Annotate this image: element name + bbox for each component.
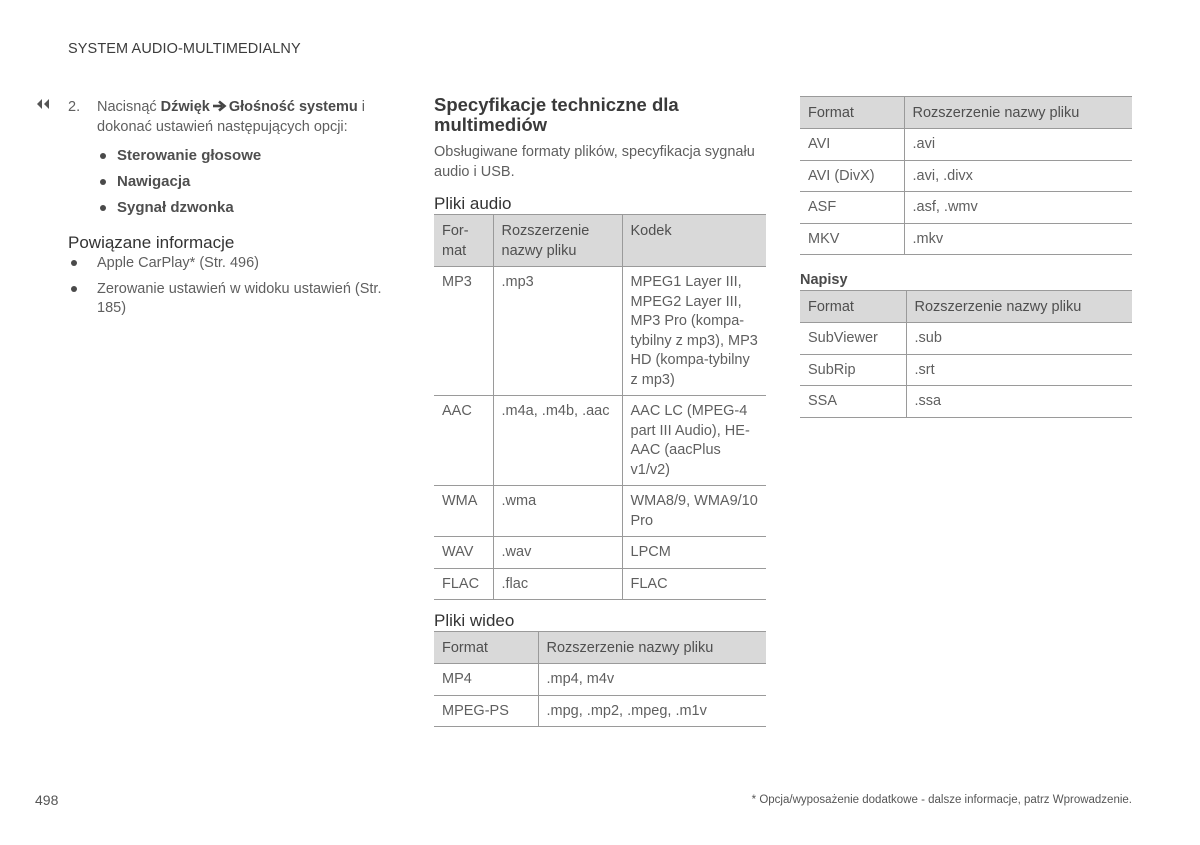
arrow-right-icon: [212, 100, 227, 112]
table-header-row: [800, 97, 1132, 129]
related-link[interactable]: [68, 280, 394, 318]
cell-extension: .ssa: [906, 386, 1132, 418]
header-extension: Rozszerzenie nazwy pliku: [493, 215, 622, 267]
option-label: Nawigacja: [117, 173, 191, 190]
cell-extension: .sub: [906, 323, 1132, 355]
step-number: 2.: [68, 99, 81, 115]
related-link-text[interactable]: Apple CarPlay* (Str. 496): [97, 255, 259, 271]
step-text-after: i dokonać ustawień następujących opcji:: [97, 99, 366, 135]
video-table: [434, 631, 766, 727]
menu-path-system-volume: Głośność systemu: [228, 99, 358, 115]
header-codec: Kodek: [622, 215, 766, 267]
table-row: [800, 129, 1132, 161]
cell-format: SubRip: [808, 361, 856, 378]
cell-format: MP4: [442, 671, 472, 687]
bullet-icon: [71, 260, 77, 266]
cell-codec: WMA8/9, WMA9/10 Pro: [622, 486, 766, 537]
cell-codec: LPCM: [622, 537, 766, 569]
section-intro: Obsługiwane formaty plików, specyfikacja sygnału audio i USB.: [434, 144, 755, 180]
option-item: [97, 172, 394, 198]
cell-codec: FLAC: [622, 568, 766, 600]
table-row: [800, 323, 1132, 355]
cell-format: WMA: [442, 493, 478, 509]
option-label: Sterowanie głosowe: [117, 147, 262, 164]
header-format: Format: [800, 291, 906, 323]
cell-format: SubViewer: [808, 330, 878, 346]
bullet-icon: [100, 179, 106, 185]
cell-extension: .mkv: [904, 223, 1132, 255]
table-row: [800, 192, 1132, 224]
cell-codec: MPEG1 Layer III, MPEG2 Layer III, MP3 Pro (kompa-tybilny z mp3), MP3 HD (kompa-tybilny z mp3): [622, 267, 766, 396]
cell-format: MP3: [442, 274, 472, 290]
audio-table: [434, 214, 766, 600]
cell-format: MKV: [808, 230, 840, 247]
subtitles-table: [800, 290, 1132, 418]
cell-format: WAV: [442, 544, 474, 560]
table-row: [434, 695, 766, 727]
middle-column: [434, 95, 766, 727]
header-extension: Rozszerzenie nazwy pliku: [904, 97, 1132, 129]
cell-format: AVI: [808, 136, 831, 152]
cell-format: MPEG-PS: [442, 702, 509, 719]
table-row: [800, 223, 1132, 255]
option-item: [97, 146, 394, 172]
cell-extension: .m4a, .m4b, .aac: [493, 396, 622, 486]
header-extension: Rozszerzenie nazwy pliku: [538, 632, 766, 664]
table-row: [434, 486, 766, 537]
cell-extension: .avi: [904, 129, 1132, 161]
header-format: Format: [434, 632, 538, 664]
left-column: [34, 97, 394, 325]
cell-format: AVI (DivX): [808, 167, 875, 184]
cell-extension: .flac: [493, 568, 622, 600]
menu-path-sound: Dźwięk: [160, 99, 210, 115]
cell-format: SSA: [808, 393, 838, 409]
header-extension: Rozszerzenie nazwy pliku: [906, 291, 1132, 323]
table-row: [800, 354, 1132, 386]
option-list: [97, 146, 394, 224]
cell-extension: .srt: [906, 354, 1132, 386]
footnote: * Opcja/wyposażenie dodatkowe - dalsze informacje, patrz Wprowadzenie.: [751, 794, 1132, 806]
table-row: [434, 537, 766, 569]
subtitles-heading: Napisy: [800, 272, 848, 288]
option-item: [97, 198, 394, 224]
right-column: [800, 96, 1132, 418]
cell-extension: .mp4, m4v: [538, 664, 766, 696]
audio-heading: Pliki audio: [434, 194, 512, 213]
related-heading: Powiązane informacje: [68, 233, 235, 252]
cell-format: ASF: [808, 199, 837, 215]
bullet-icon: [100, 153, 106, 159]
cell-extension: .wma: [493, 486, 622, 537]
table-row: [800, 386, 1132, 418]
table-row: [800, 160, 1132, 192]
step-text-before: Nacisnąć: [97, 99, 161, 115]
cell-extension: .wav: [493, 537, 622, 569]
cell-format: FLAC: [442, 575, 480, 592]
header-format-text: For- mat: [442, 223, 469, 259]
table-header-row: [800, 291, 1132, 323]
option-label: Sygnał dzwonka: [117, 199, 234, 216]
header-format: [434, 215, 493, 267]
cell-format: AAC: [442, 403, 472, 419]
bullet-icon: [71, 286, 77, 292]
table-row: [434, 664, 766, 696]
double-chevron-left-icon[interactable]: [34, 97, 54, 111]
video-heading: Pliki wideo: [434, 611, 515, 630]
page-number: 498: [35, 792, 59, 808]
related-link-text[interactable]: Zerowanie ustawień w widoku ustawień (Str. 185): [97, 281, 382, 316]
page-header: SYSTEM AUDIO-MULTIMEDIALNY: [68, 41, 301, 57]
cell-extension: .asf, .wmv: [904, 192, 1132, 224]
cell-codec: AAC LC (MPEG-4 part III Audio), HE-AAC (aacPlus v1/v2): [622, 396, 766, 486]
video-table-continued: [800, 96, 1132, 255]
step-2: [34, 97, 394, 137]
cell-extension: .mpg, .mp2, .mpeg, .m1v: [538, 695, 766, 727]
cell-extension: .avi, .divx: [904, 160, 1132, 192]
related-link[interactable]: [68, 254, 394, 273]
step-text: [97, 97, 394, 137]
table-row: [434, 396, 766, 486]
table-row: [434, 568, 766, 600]
table-row: [434, 267, 766, 396]
section-title: Specyfikacje techniczne dla multimediów: [434, 94, 679, 135]
table-header-row: [434, 215, 766, 267]
table-header-row: [434, 632, 766, 664]
header-format: Format: [800, 97, 904, 129]
related-list: [68, 254, 394, 318]
bullet-icon: [100, 205, 106, 211]
cell-extension: .mp3: [493, 267, 622, 396]
